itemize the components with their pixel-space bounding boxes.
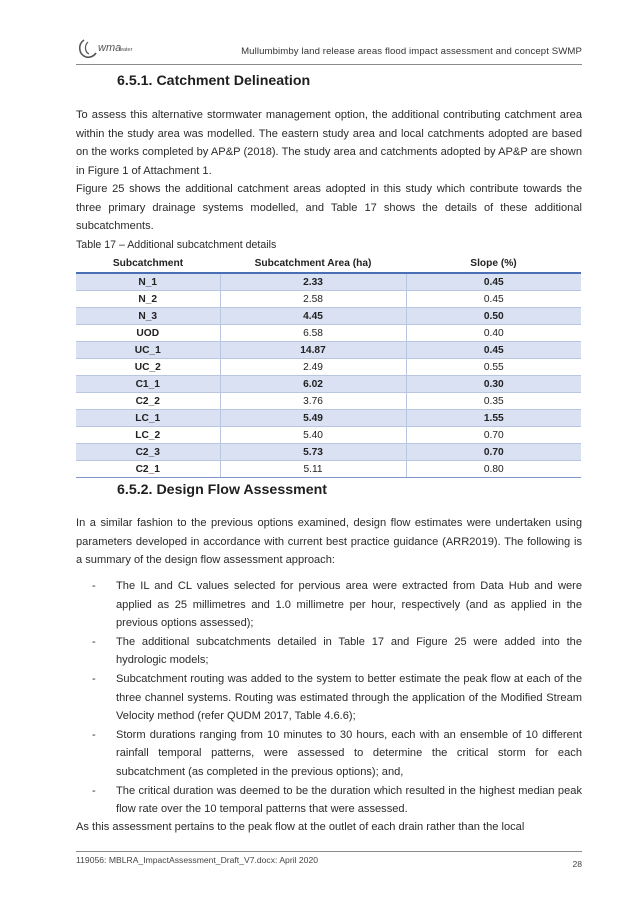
cell-slope: 0.70 <box>406 427 581 444</box>
cell-slope: 0.45 <box>406 273 581 291</box>
table-row <box>76 444 581 461</box>
page-number: 28 <box>572 859 582 869</box>
paragraph-design-flow-intro: In a similar fashion to the previous options examined, design flow estimates were undertaken using parameters developed in accordance with current best practice guidance (ARR2019). The following is a summary of the design flow assessment approach: <box>76 517 582 567</box>
cell-slope: 0.45 <box>406 342 581 359</box>
list-item <box>76 726 582 782</box>
table-row <box>76 393 581 410</box>
approach-list <box>76 577 582 819</box>
cell-slope: 0.70 <box>406 444 581 461</box>
table-row <box>76 273 581 291</box>
dash-bullet-icon: - <box>92 784 96 797</box>
header-divider <box>76 64 582 65</box>
table-row <box>76 461 581 478</box>
logo-subtext: water <box>119 47 133 53</box>
dash-bullet-icon: - <box>92 672 96 685</box>
cell-slope: 0.45 <box>406 291 581 308</box>
list-item-text: Subcatchment routing was added to the system to better estimate the peak flow at each of the three channel systems. Routing was estimated through the application of the Modified Stream Velocity method (refer QUDM 2017, Table 4.6.6); <box>116 672 582 723</box>
list-item <box>76 577 582 633</box>
list-item-text: The IL and CL values selected for pervious area were extracted from Data Hub and were applied as 25 millimetres and 1.0 millimetre per hour, respectively (and as applied in the previous options assessed); <box>116 580 582 630</box>
list-item-text: The critical duration was deemed to be the duration which resulted in the highest median peak flow rate over the 10 temporal patterns that were assessed. <box>116 784 582 816</box>
cell-subcatchment: UC_1 <box>76 342 220 359</box>
footer-divider <box>76 851 582 852</box>
cell-subcatchment: N_2 <box>76 291 220 308</box>
column-header-area: Subcatchment Area (ha) <box>220 255 406 273</box>
dash-bullet-icon: - <box>92 728 96 741</box>
subcatchment-table <box>76 255 581 478</box>
dash-bullet-icon: - <box>92 635 96 648</box>
cell-subcatchment: UOD <box>76 325 220 342</box>
list-item-text: The additional subcatchments detailed in Table 17 and Figure 25 were added into the hydrologic models; <box>116 635 582 667</box>
document-title: Mullumbimby land release areas flood impact assessment and concept SWMP <box>241 46 582 57</box>
cell-subcatchment: N_1 <box>76 273 220 291</box>
cell-slope: 1.55 <box>406 410 581 427</box>
cell-subcatchment: N_3 <box>76 308 220 325</box>
cell-area: 6.02 <box>220 376 406 393</box>
table-caption: Table 17 – Additional subcatchment details <box>76 239 277 251</box>
section-heading-design-flow: 6.5.2. Design Flow Assessment <box>117 482 327 498</box>
cell-subcatchment: C2_2 <box>76 393 220 410</box>
cell-area: 14.87 <box>220 342 406 359</box>
list-item <box>76 670 582 726</box>
cell-subcatchment: LC_1 <box>76 410 220 427</box>
cell-area: 3.76 <box>220 393 406 410</box>
page-header <box>76 34 582 64</box>
list-item-text: Storm durations ranging from 10 minutes to 30 hours, each with an ensemble of 10 different rainfall temporal patterns, were assessed to determine the critical storm for each subcatchment (as completed in the previous options); and, <box>116 728 582 778</box>
column-header-slope: Slope (%) <box>406 255 581 273</box>
cell-area: 2.33 <box>220 273 406 291</box>
cell-slope: 0.55 <box>406 359 581 376</box>
cell-area: 5.11 <box>220 461 406 478</box>
column-header-subcatchment: Subcatchment <box>76 255 220 273</box>
cell-subcatchment: UC_2 <box>76 359 220 376</box>
list-item <box>76 782 582 819</box>
cell-slope: 0.30 <box>406 376 581 393</box>
cell-subcatchment: C1_1 <box>76 376 220 393</box>
cell-subcatchment: LC_2 <box>76 427 220 444</box>
table-row <box>76 359 581 376</box>
list-item <box>76 633 582 670</box>
paragraph-closing: As this assessment pertains to the peak flow at the outlet of each drain rather than the local <box>76 821 525 833</box>
table-row <box>76 410 581 427</box>
table-row <box>76 427 581 444</box>
table-row <box>76 291 581 308</box>
cell-area: 5.40 <box>220 427 406 444</box>
dash-bullet-icon: - <box>92 580 96 592</box>
cell-subcatchment: C2_1 <box>76 461 220 478</box>
cell-area: 5.73 <box>220 444 406 461</box>
table-row <box>76 308 581 325</box>
section-heading-catchment-delineation: 6.5.1. Catchment Delineation <box>117 73 311 89</box>
logo-text: wma <box>98 42 122 54</box>
cell-slope: 0.80 <box>406 461 581 478</box>
cell-area: 5.49 <box>220 410 406 427</box>
cell-area: 2.49 <box>220 359 406 376</box>
cell-area: 2.58 <box>220 291 406 308</box>
paragraph-catchment-intro: To assess this alternative stormwater management option, the additional contributing catchment area within the study area was modelled. The eastern study area and local catchments adopted are based on the works completed by AP&P (2018). The study area and catchments adopted by AP&P are shown in Figure 1 of Attachment 1. <box>76 109 582 177</box>
cell-area: 6.58 <box>220 325 406 342</box>
cell-slope: 0.50 <box>406 308 581 325</box>
cell-area: 4.45 <box>220 308 406 325</box>
paragraph-figure-reference: Figure 25 shows the additional catchment areas adopted in this study which contribute towards the three primary drainage systems modelled, and Table 17 shows the details of these additional subcatchments. <box>76 183 582 233</box>
company-logo <box>76 36 146 60</box>
table-row <box>76 325 581 342</box>
footer-document-reference: 119056: MBLRA_ImpactAssessment_Draft_V7.docx: April 2020 <box>76 855 319 865</box>
cell-slope: 0.40 <box>406 325 581 342</box>
table-row <box>76 342 581 359</box>
table-row <box>76 376 581 393</box>
cell-subcatchment: C2_3 <box>76 444 220 461</box>
cell-slope: 0.35 <box>406 393 581 410</box>
table-header-row <box>76 255 581 273</box>
